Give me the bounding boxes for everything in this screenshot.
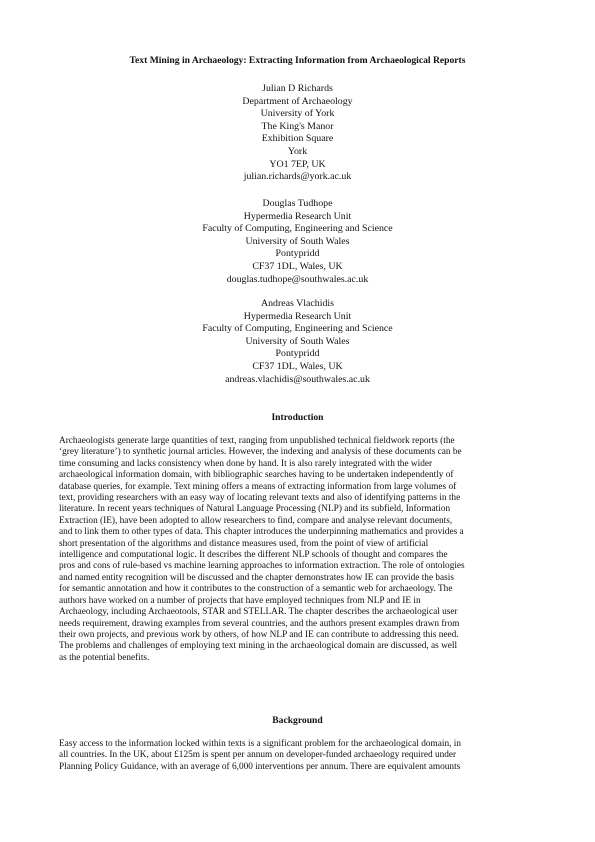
text-line: The problems and challenges of employing text mining in the archaeological domain are discussed, as well <box>59 641 458 652</box>
text-line: and to link them to other types of data. This chapter introduces the underpinning mathematics and provides a <box>59 527 464 538</box>
author-affiliation: Hypermedia Research Unit <box>243 210 352 222</box>
author-email: douglas.tudhope@southwales.ac.uk <box>226 273 369 285</box>
background-paragraph <box>59 739 545 773</box>
text-line: needs requirement, drawing examples from several countries, and the authors present examples drawn from <box>59 618 460 629</box>
author-affiliation: Department of Archaeology <box>242 95 353 107</box>
text-line: archaeological information domain, with bibliographic searches having to be undertaken independently of <box>59 470 454 481</box>
author-address: Exhibition Square <box>261 133 334 145</box>
text-line: intelligence and computational logic. It describes the different NLP schools of thought and compares the <box>59 550 448 561</box>
author-affiliation: Faculty of Computing, Engineering and Science <box>202 223 393 235</box>
text-line: pros and cons of rule-based vs machine learning approaches to information extraction. The role of ontologies <box>59 561 465 572</box>
text-line: Easy access to the information locked within texts is a significant problem for the archaeological domain, in <box>59 739 461 749</box>
text-line: all countries. In the UK, about £125m is spent per annum on developer-funded archaeology required under <box>59 750 457 761</box>
introduction-paragraph <box>59 436 545 664</box>
author-address: The King's Manor <box>261 120 334 132</box>
section-heading-background: Background <box>272 715 323 726</box>
text-line: their own projects, and previous work by others, of how NLP and IE can contribute to addressing this need. <box>59 629 459 640</box>
author-address: Pontypridd <box>275 248 320 260</box>
author-affiliation: Hypermedia Research Unit <box>243 310 352 322</box>
paper-title: Text Mining in Archaeology: Extracting Information from Archaeological Reports <box>129 55 466 66</box>
author-affiliation: University of South Wales <box>245 235 350 247</box>
section-heading-introduction: Introduction <box>271 412 324 423</box>
text-line: text, providing researchers with an easy way of locating relevant texts and also of identifying patterns in the <box>59 493 461 504</box>
text-line: Planning Policy Guidance, with an average of 6,000 interventions per annum. There are equivalent amounts <box>59 761 461 772</box>
author-address: Pontypridd <box>275 348 320 360</box>
text-line: literature. In recent years techniques of Natural Language Processing (NLP) and its subfield, Information <box>59 504 451 515</box>
author-address: CF37 1DL, Wales, UK <box>252 260 343 272</box>
author-name: Douglas Tudhope <box>262 198 333 209</box>
author-block-vlachidis <box>0 298 595 386</box>
text-line: Archaeology, including Archaeotools, STAR and STELLAR. The chapter describes the archaeological user <box>59 607 458 618</box>
author-address: York <box>287 145 308 157</box>
author-affiliation: University of York <box>260 108 335 120</box>
author-affiliation: Faculty of Computing, Engineering and Science <box>202 323 393 335</box>
author-affiliation: University of South Wales <box>245 335 350 347</box>
author-address: YO1 7EP, UK <box>269 158 326 170</box>
text-line: and named entity recognition will be discussed and the chapter demonstrates how IE can provide the basis <box>59 572 455 583</box>
text-line: time consuming and lacks consistency when done by hand. It is also rarely integrated with the wider <box>59 458 433 469</box>
text-line: ‘grey literature’) to synthetic journal articles. However, the indexing and analysis of these documents can be <box>59 447 462 458</box>
author-email: julian.richards@york.ac.uk <box>243 171 352 183</box>
author-block-tudhope <box>0 198 595 286</box>
text-line: Extraction (IE), have been adopted to allow researchers to find, compare and analyse relevant documents, <box>59 515 453 526</box>
author-address: CF37 1DL, Wales, UK <box>252 360 343 372</box>
text-line: for semantic annotation and how it contributes to the construction of a semantic web for archaeology. The <box>59 584 453 595</box>
author-block-richards <box>0 83 595 184</box>
author-name: Andreas Vlachidis <box>260 298 335 309</box>
text-line: as the potential benefits. <box>59 652 150 663</box>
text-line: database queries, for example. Text mining offers a means of extracting information from large volumes of <box>59 481 457 492</box>
author-name: Julian D Richards <box>262 83 333 94</box>
text-line: Archaeologists generate large quantities of text, ranging from unpublished technical fieldwork reports (the <box>59 436 455 446</box>
author-email: andreas.vlachidis@southwales.ac.uk <box>225 373 370 385</box>
text-line: authors have worked on a number of projects that have employed techniques from NLP and IE in <box>59 595 421 606</box>
text-line: short presentation of the algorithms and distance measures used, from the point of view of artificial <box>59 538 429 549</box>
